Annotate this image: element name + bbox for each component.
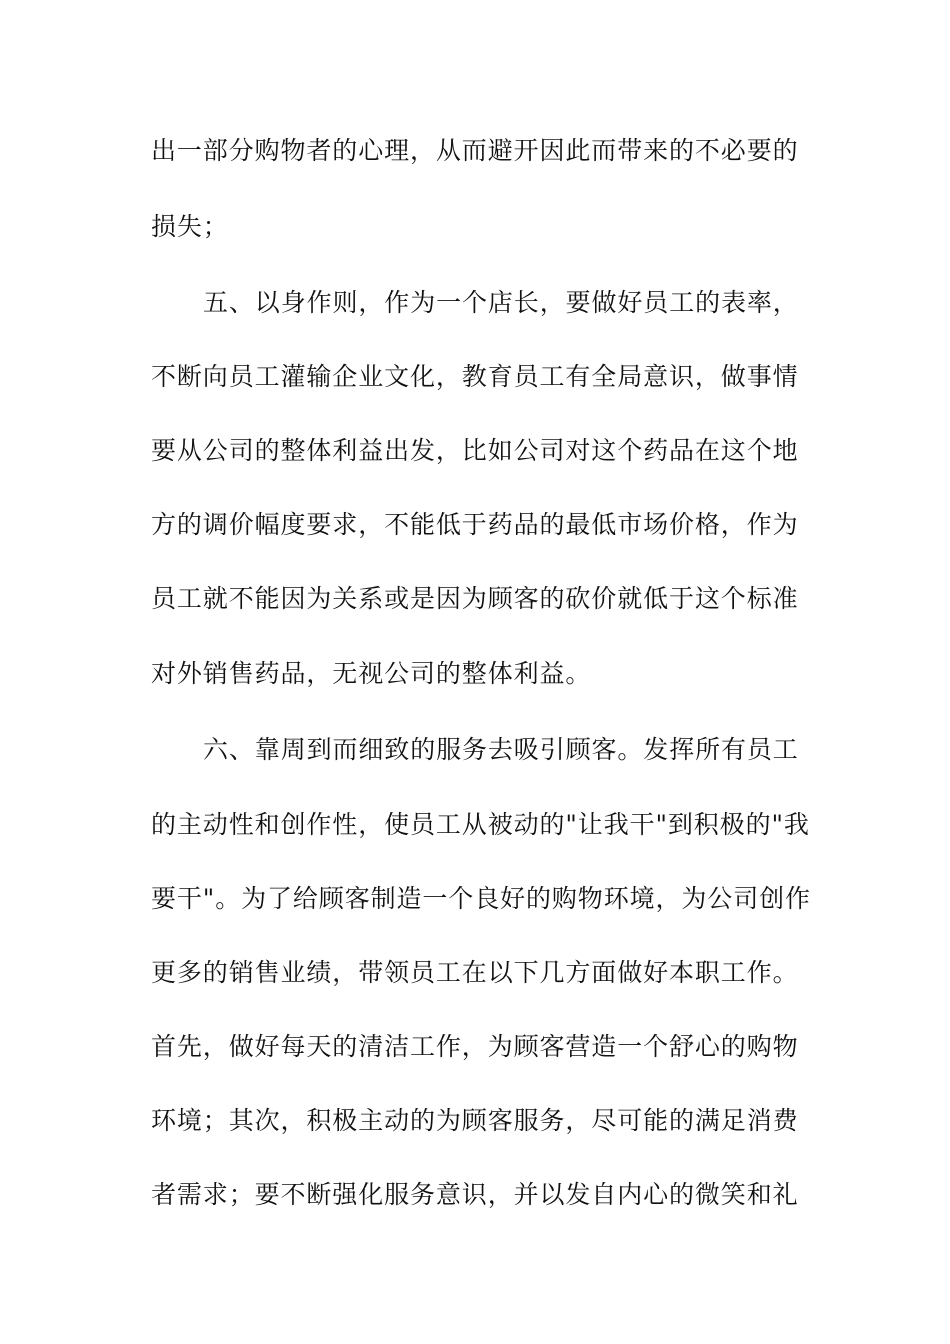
paragraph-6-start: 六、靠周到而细致的服务去吸引顾客。发挥所有员工	[203, 735, 799, 764]
text-line-12: 更多的销售业绩，带领员工在以下几方面做好本职工作。	[151, 958, 799, 987]
text-line-5: 要从公司的整体利益出发，比如公司对这个药品在这个地	[151, 436, 799, 465]
text-line-4: 不断向员工灌输企业文化，教育员工有全局意识，做事情	[151, 362, 799, 391]
paragraph-5-start: 五、以身作则，作为一个店长，要做好员工的表率，	[203, 288, 799, 317]
text-line-8: 对外销售药品，无视公司的整体利益。	[151, 659, 592, 688]
text-line-15: 者需求；要不断强化服务意识，并以发自内心的微笑和礼	[151, 1180, 799, 1209]
text-line-10: 的主动性和创作性，使员工从被动的"让我干"到积极的"我	[151, 810, 810, 839]
text-line-6: 方的调价幅度要求，不能低于药品的最低市场价格，作为	[151, 510, 799, 539]
text-line-13: 首先，做好每天的清洁工作，为顾客营造一个舒心的购物	[151, 1032, 799, 1061]
text-line-11: 要干"。为了给顾客制造一个良好的购物环境，为公司创作	[151, 884, 811, 913]
text-line-2: 损失；	[151, 212, 229, 241]
text-line-14: 环境；其次，积极主动的为顾客服务，尽可能的满足消费	[151, 1106, 799, 1135]
text-line-7: 员工就不能因为关系或是因为顾客的砍价就低于这个标准	[151, 584, 799, 613]
text-line-1: 出一部分购物者的心理，从而避开因此而带来的不必要的	[151, 136, 799, 165]
